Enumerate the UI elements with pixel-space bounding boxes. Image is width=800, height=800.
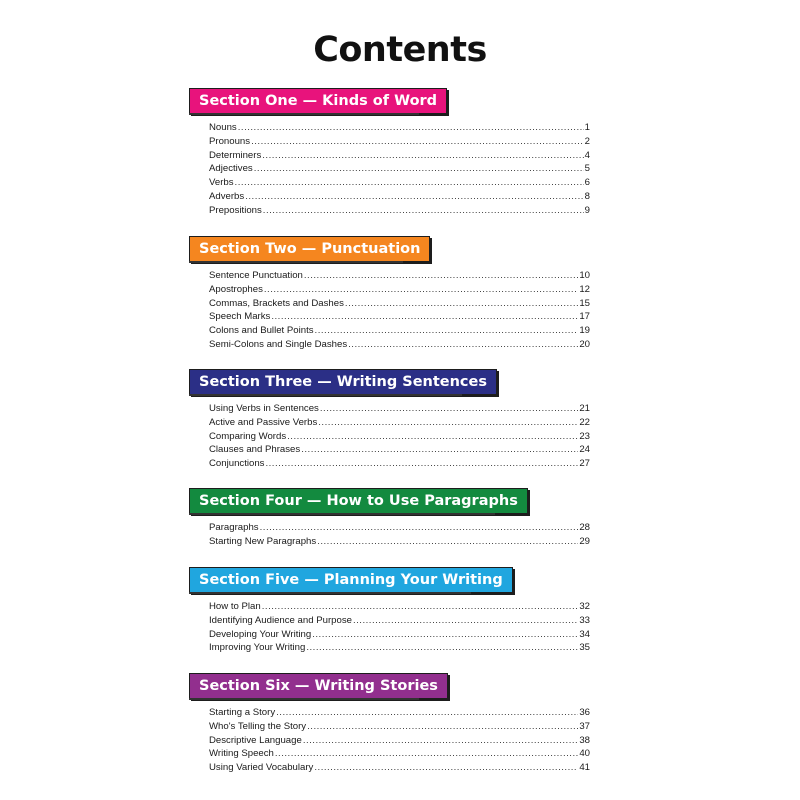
- entry-title: Verbs: [209, 177, 234, 188]
- entry-page-number: 34: [579, 628, 590, 640]
- toc-entry: [209, 521, 590, 535]
- toc-entry: [209, 628, 590, 642]
- entry-page-number: 2: [584, 135, 590, 147]
- section-header: Section Six — Writing Stories: [189, 673, 448, 699]
- entry-list: [209, 600, 590, 655]
- toc-entry: [209, 641, 590, 655]
- toc-entry: [209, 162, 590, 176]
- section-underline: [189, 513, 495, 515]
- entry-title: Descriptive Language: [209, 734, 302, 746]
- entry-page-number: 15: [579, 297, 590, 309]
- dot-leader: [301, 443, 578, 457]
- entry-title: Who's Telling the Story: [209, 720, 307, 732]
- section-header: Section Two — Punctuation: [189, 236, 430, 262]
- entry-page-number: 5: [584, 163, 590, 175]
- entry-title: How to Plan: [209, 601, 261, 612]
- dot-leader: [276, 706, 578, 720]
- section-header: Section One — Kinds of Word: [189, 88, 447, 114]
- toc-entry: [209, 204, 590, 218]
- entry-title: Adjectives: [209, 163, 253, 175]
- entry-title: Clauses and Phrases: [209, 444, 301, 456]
- entry-page-number: 22: [579, 416, 590, 428]
- section-block: [189, 369, 596, 469]
- entry-page-number: 20: [579, 338, 590, 350]
- entry-list: [209, 706, 590, 775]
- dot-leader: [251, 135, 584, 149]
- dot-leader: [317, 535, 578, 549]
- dot-leader: [303, 734, 579, 748]
- entry-page-number: 19: [579, 325, 590, 336]
- entry-title: Active and Passive Verbs: [209, 416, 318, 428]
- toc-entry: [209, 761, 590, 775]
- page-title: Contents: [313, 30, 487, 70]
- entry-page-number: 29: [579, 535, 590, 547]
- entry-page-number: 28: [579, 522, 590, 533]
- entry-page-number: 38: [579, 734, 590, 746]
- entry-page-number: 35: [579, 642, 590, 654]
- entry-title: Improving Your Writing: [209, 642, 306, 654]
- toc-entry: [209, 535, 590, 549]
- dot-leader: [264, 283, 578, 297]
- dot-leader: [345, 297, 578, 311]
- entry-page-number: 37: [579, 720, 590, 732]
- toc-entry: [209, 706, 590, 720]
- toc-entry: [209, 310, 590, 324]
- entry-list: [209, 269, 590, 352]
- section-underline: [189, 698, 419, 700]
- entry-page-number: 8: [584, 190, 590, 202]
- section-underline: [189, 261, 403, 263]
- entry-title: Paragraphs: [209, 522, 259, 533]
- toc-entry: [209, 402, 590, 416]
- entry-title: Nouns: [209, 122, 237, 133]
- entry-page-number: 41: [579, 762, 590, 773]
- toc-entry: [209, 324, 590, 338]
- dot-leader: [238, 121, 584, 135]
- toc-entry: [209, 600, 590, 614]
- dot-leader: [245, 190, 583, 204]
- entry-title: Starting a Story: [209, 707, 276, 718]
- dot-leader: [260, 521, 579, 535]
- section-block: [189, 236, 596, 350]
- toc-entry: [209, 747, 590, 761]
- dot-leader: [287, 430, 578, 444]
- toc-entry: [209, 614, 590, 628]
- entry-page-number: 1: [584, 122, 590, 133]
- entry-title: Determiners: [209, 149, 262, 161]
- section-block: [189, 673, 596, 773]
- entry-title: Starting New Paragraphs: [209, 535, 317, 547]
- entry-list: [209, 521, 590, 549]
- section-underline: [189, 394, 462, 396]
- dot-leader: [353, 614, 578, 628]
- toc-entry: [209, 135, 590, 149]
- entry-title: Sentence Punctuation: [209, 270, 303, 281]
- toc-entry: [209, 443, 590, 457]
- entry-list: [209, 402, 590, 471]
- entry-title: Conjunctions: [209, 458, 265, 469]
- dot-leader: [348, 338, 578, 352]
- entry-title: Identifying Audience and Purpose: [209, 614, 352, 626]
- entry-title: Commas, Brackets and Dashes: [209, 297, 344, 309]
- toc-entry: [209, 176, 590, 190]
- toc-entry: [209, 416, 590, 430]
- entry-title: Semi-Colons and Single Dashes: [209, 338, 348, 350]
- entry-title: Prepositions: [209, 204, 262, 216]
- dot-leader: [235, 176, 584, 190]
- section-block: [189, 488, 596, 547]
- toc-entry: [209, 430, 590, 444]
- section-header: Section Three — Writing Sentences: [189, 369, 497, 395]
- entry-title: Adverbs: [209, 190, 245, 202]
- entry-page-number: 40: [579, 748, 590, 760]
- dot-leader: [320, 402, 578, 416]
- entry-page-number: 10: [579, 270, 590, 281]
- entry-page-number: 12: [579, 283, 590, 295]
- dot-leader: [307, 720, 578, 734]
- toc-entry: [209, 457, 590, 471]
- entry-page-number: 27: [579, 458, 590, 469]
- entry-title: Using Verbs in Sentences: [209, 403, 319, 414]
- entry-title: Speech Marks: [209, 311, 271, 323]
- section-header: Section Four — How to Use Paragraphs: [189, 488, 528, 514]
- entry-page-number: 33: [579, 614, 590, 626]
- dot-leader: [304, 269, 578, 283]
- section-block: [189, 567, 596, 654]
- dot-leader: [263, 204, 584, 218]
- toc-entry: [209, 720, 590, 734]
- entry-page-number: 17: [579, 311, 590, 323]
- toc-entry: [209, 297, 590, 311]
- entry-page-number: 32: [579, 601, 590, 612]
- dot-leader: [262, 600, 579, 614]
- entry-title: Writing Speech: [209, 748, 274, 760]
- section-underline: [189, 592, 471, 594]
- section-block: [189, 88, 596, 216]
- entry-title: Developing Your Writing: [209, 628, 312, 640]
- entry-page-number: 4: [584, 149, 590, 161]
- entry-title: Comparing Words: [209, 430, 287, 442]
- dot-leader: [306, 641, 578, 655]
- section-header: Section Five — Planning Your Writing: [189, 567, 513, 593]
- toc-entry: [209, 149, 590, 163]
- entry-page-number: 6: [584, 177, 590, 188]
- entry-title: Pronouns: [209, 135, 251, 147]
- entry-page-number: 9: [584, 204, 590, 216]
- toc-entry: [209, 190, 590, 204]
- dot-leader: [318, 416, 578, 430]
- entry-page-number: 36: [579, 707, 590, 718]
- dot-leader: [312, 628, 578, 642]
- dot-leader: [265, 457, 578, 471]
- dot-leader: [254, 162, 584, 176]
- dot-leader: [262, 149, 583, 163]
- toc-entry: [209, 734, 590, 748]
- entry-page-number: 23: [579, 430, 590, 442]
- entry-page-number: 24: [579, 444, 590, 456]
- dot-leader: [275, 747, 578, 761]
- entry-title: Using Varied Vocabulary: [209, 762, 314, 773]
- entry-title: Apostrophes: [209, 283, 263, 295]
- entry-title: Colons and Bullet Points: [209, 325, 314, 336]
- section-underline: [189, 113, 419, 115]
- dot-leader: [314, 761, 578, 775]
- toc-entry: [209, 283, 590, 297]
- toc-entry: [209, 121, 590, 135]
- dot-leader: [315, 324, 579, 338]
- dot-leader: [271, 310, 578, 324]
- toc-entry: [209, 338, 590, 352]
- toc-entry: [209, 269, 590, 283]
- entry-list: [209, 121, 590, 217]
- entry-page-number: 21: [579, 403, 590, 414]
